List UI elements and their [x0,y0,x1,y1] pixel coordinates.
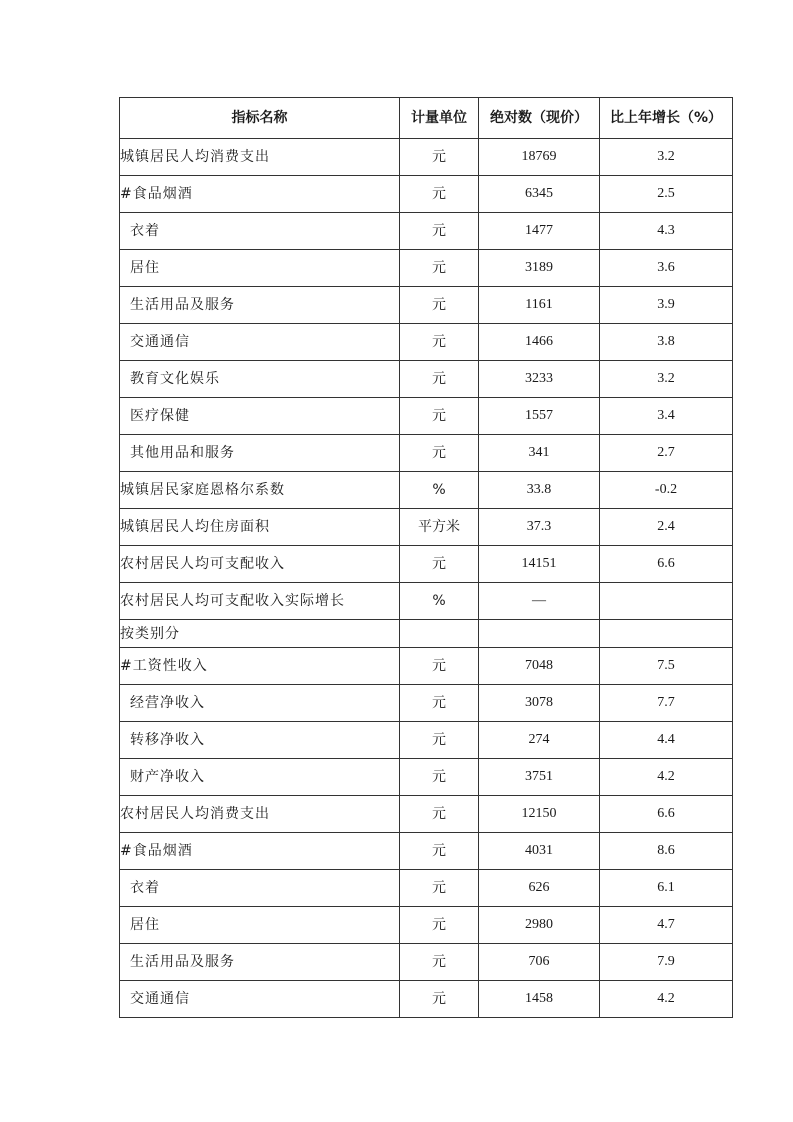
unit-cell: 元 [400,287,479,324]
absolute-value-cell: 18769 [479,139,600,176]
growth-rate-cell: 3.9 [600,287,733,324]
unit-cell [400,620,479,648]
absolute-value-cell: 2980 [479,907,600,944]
statistics-table [119,97,733,1018]
indicator-name-cell: 农村居民人均消费支出 [120,796,400,833]
header-absolute-value: 绝对数（现价） [479,98,600,139]
table-row [120,583,733,620]
table-row [120,907,733,944]
absolute-value-cell: 626 [479,870,600,907]
indicator-name-cell: 居住 [120,907,400,944]
table-row [120,287,733,324]
absolute-value-cell: 1161 [479,287,600,324]
absolute-value-cell: 7048 [479,648,600,685]
absolute-value-cell: 4031 [479,833,600,870]
absolute-value-cell: 1458 [479,981,600,1018]
indicator-name-cell: 医疗保健 [120,398,400,435]
growth-rate-cell: 4.3 [600,213,733,250]
growth-rate-cell: 4.7 [600,907,733,944]
unit-cell: 元 [400,907,479,944]
growth-rate-cell: 3.4 [600,398,733,435]
table-row [120,361,733,398]
indicator-name-cell: 城镇居民家庭恩格尔系数 [120,472,400,509]
indicator-name-cell: 交通通信 [120,981,400,1018]
growth-rate-cell: 3.8 [600,324,733,361]
indicator-name-cell: 衣着 [120,213,400,250]
indicator-name-cell: 转移净收入 [120,722,400,759]
indicator-name-cell: #食品烟酒 [120,176,400,213]
absolute-value-cell: 3078 [479,685,600,722]
unit-cell: % [400,472,479,509]
growth-rate-cell: 7.7 [600,685,733,722]
unit-cell: 元 [400,833,479,870]
table-row [120,398,733,435]
table-row [120,648,733,685]
table-row [120,620,733,648]
growth-rate-cell: 6.1 [600,870,733,907]
absolute-value-cell: 37.3 [479,509,600,546]
absolute-value-cell: 12150 [479,796,600,833]
indicator-name-cell: 生活用品及服务 [120,944,400,981]
table-row [120,176,733,213]
table-row [120,435,733,472]
table-row [120,981,733,1018]
table-row [120,139,733,176]
absolute-value-cell: 3751 [479,759,600,796]
growth-rate-cell: 8.6 [600,833,733,870]
table-row [120,833,733,870]
growth-rate-cell: 3.2 [600,139,733,176]
growth-rate-cell: 6.6 [600,546,733,583]
growth-rate-cell [600,620,733,648]
header-row [120,98,733,139]
table-row [120,870,733,907]
absolute-value-cell: 706 [479,944,600,981]
table-row [120,759,733,796]
table-row [120,213,733,250]
growth-rate-cell: 4.4 [600,722,733,759]
growth-rate-cell: 7.5 [600,648,733,685]
growth-rate-cell: -0.2 [600,472,733,509]
absolute-value-cell: — [479,583,600,620]
indicator-name-cell: 经营净收入 [120,685,400,722]
unit-cell: 元 [400,722,479,759]
table-row [120,509,733,546]
indicator-name-cell: 其他用品和服务 [120,435,400,472]
unit-cell: 元 [400,361,479,398]
indicator-name-cell: 按类别分 [120,620,400,648]
absolute-value-cell: 3233 [479,361,600,398]
header-indicator-name: 指标名称 [120,98,400,139]
table-row [120,685,733,722]
indicator-name-cell: 生活用品及服务 [120,287,400,324]
absolute-value-cell: 341 [479,435,600,472]
absolute-value-cell [479,620,600,648]
unit-cell: 元 [400,685,479,722]
header-growth-rate: 比上年增长（%） [600,98,733,139]
table-row [120,546,733,583]
table-row [120,944,733,981]
absolute-value-cell: 33.8 [479,472,600,509]
growth-rate-cell: 3.2 [600,361,733,398]
table-body [120,139,733,1018]
table-row [120,796,733,833]
growth-rate-cell: 2.7 [600,435,733,472]
growth-rate-cell [600,583,733,620]
unit-cell: 元 [400,870,479,907]
table-row [120,722,733,759]
indicator-name-cell: 农村居民人均可支配收入实际增长 [120,583,400,620]
absolute-value-cell: 14151 [479,546,600,583]
growth-rate-cell: 4.2 [600,759,733,796]
indicator-name-cell: 农村居民人均可支配收入 [120,546,400,583]
indicator-name-cell: 城镇居民人均消费支出 [120,139,400,176]
unit-cell: 元 [400,250,479,287]
growth-rate-cell: 3.6 [600,250,733,287]
unit-cell: 元 [400,324,479,361]
indicator-name-cell: 城镇居民人均住房面积 [120,509,400,546]
absolute-value-cell: 1477 [479,213,600,250]
absolute-value-cell: 274 [479,722,600,759]
indicator-name-cell: 财产净收入 [120,759,400,796]
growth-rate-cell: 4.2 [600,981,733,1018]
unit-cell: 元 [400,435,479,472]
unit-cell: 元 [400,213,479,250]
indicator-name-cell: 交通通信 [120,324,400,361]
table-row [120,324,733,361]
indicator-name-cell: #工资性收入 [120,648,400,685]
unit-cell: 元 [400,796,479,833]
unit-cell: % [400,583,479,620]
absolute-value-cell: 1557 [479,398,600,435]
indicator-name-cell: 教育文化娱乐 [120,361,400,398]
table-row [120,472,733,509]
unit-cell: 元 [400,139,479,176]
unit-cell: 元 [400,981,479,1018]
header-unit: 计量单位 [400,98,479,139]
indicator-name-cell: #食品烟酒 [120,833,400,870]
unit-cell: 元 [400,176,479,213]
absolute-value-cell: 1466 [479,324,600,361]
unit-cell: 平方米 [400,509,479,546]
growth-rate-cell: 6.6 [600,796,733,833]
unit-cell: 元 [400,546,479,583]
table-header [120,98,733,139]
unit-cell: 元 [400,648,479,685]
growth-rate-cell: 2.5 [600,176,733,213]
unit-cell: 元 [400,398,479,435]
unit-cell: 元 [400,759,479,796]
growth-rate-cell: 2.4 [600,509,733,546]
indicator-name-cell: 居住 [120,250,400,287]
absolute-value-cell: 6345 [479,176,600,213]
unit-cell: 元 [400,944,479,981]
table-row [120,250,733,287]
absolute-value-cell: 3189 [479,250,600,287]
growth-rate-cell: 7.9 [600,944,733,981]
indicator-name-cell: 衣着 [120,870,400,907]
